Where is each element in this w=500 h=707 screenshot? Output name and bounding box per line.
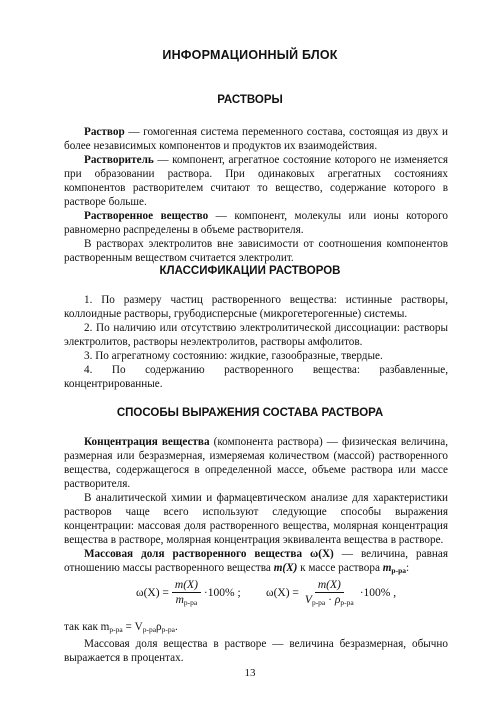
paragraph-analytical-methods: В аналитической химии и фармацевтическом анализе для характеристики растворов чаще всего используют следующие способы выражения концентрации: массовая доля растворенного вещества, молярная концентрация вещества в растворе, молярная концентрация эквивалента вещества в растворе. bbox=[64, 492, 448, 546]
term-solvent: Растворитель bbox=[84, 154, 154, 166]
formula-2-denominator bbox=[302, 593, 357, 607]
section-title-classification: КЛАССИФИКАЦИИ РАСТВОРОВ bbox=[159, 265, 341, 277]
page-number: 13 bbox=[244, 667, 256, 679]
formula-mass-fraction-2 bbox=[266, 571, 396, 615]
formula-1-den-symbol: m bbox=[175, 594, 184, 606]
section-title-solutions: РАСТВОРЫ bbox=[217, 94, 283, 106]
paragraph-since bbox=[64, 620, 448, 637]
text-colon: : bbox=[406, 562, 410, 574]
list-item: 3. По агрегатному состоянию: жидкие, газообразные, твердые. bbox=[84, 350, 383, 362]
since-sub-1: р-ра bbox=[109, 625, 123, 634]
list-item: 2. По наличию или отсутствию электролитической диссоциации: растворы электролитов, растворы неэлектролитов, растворы амфолитов. bbox=[64, 322, 448, 348]
formula-2-den-dot: · bbox=[325, 594, 335, 606]
paragraph-electrolyte-note: В растворах электролитов вне зависимости от соотношения компонентов растворенным веществом считается электролит. bbox=[64, 238, 448, 264]
symbol-m-solution: m bbox=[382, 562, 392, 574]
text-since: так как m bbox=[64, 621, 110, 633]
symbol-m-x: m(X) bbox=[273, 562, 298, 574]
since-end: . bbox=[174, 621, 178, 633]
formula-2-den-rho-sub: р-ра bbox=[340, 598, 354, 607]
paragraph-concentration bbox=[64, 435, 448, 491]
list-item: 4. По содержанию растворенного вещества: разбавленные, концентрированные. bbox=[64, 364, 448, 390]
section-composition-body bbox=[64, 435, 448, 578]
term-mass-fraction: Массовая доля растворенного вещества bbox=[84, 548, 303, 560]
section-solutions-body bbox=[64, 125, 448, 265]
text-concentration: (компонента раствора) — физическая величина, размерная или безразмерная, измеряемая количеством (массой) растворенного вещества, содержащегося в определенной массе, объеме раствора или массе растворителя. bbox=[64, 436, 448, 490]
formula-2-fraction bbox=[302, 579, 357, 607]
formula-1-lhs: ω(X) = bbox=[136, 587, 169, 599]
paragraph-dimensionless: Массовая доля вещества в растворе — величина безразмерная, обычно выражается в процентах. bbox=[64, 638, 448, 664]
term-mass-fraction-symbol: ω(X) bbox=[302, 548, 334, 560]
formula-mass-fraction-1 bbox=[136, 571, 241, 615]
formula-2-den-v-sub: р-ра bbox=[311, 598, 326, 607]
formula-1-den-sub: р-ра bbox=[183, 598, 198, 607]
formula-row bbox=[64, 571, 448, 615]
section-composition-tail bbox=[64, 620, 448, 665]
since-rho: ρ bbox=[156, 621, 162, 633]
since-eq: = V bbox=[122, 621, 143, 633]
text-solution: — гомогенная система переменного состава, состоящая из двух и более независимых компонентов и продуктов их взаимодействия. bbox=[64, 126, 448, 152]
paragraph-solvent-definition bbox=[64, 153, 448, 209]
classification-list bbox=[64, 293, 448, 391]
text-solvent: — компонент, агрегатное состояние которого не изменяется при образовании раствора. При одинаковых агрегатных состояниях компонентов растворителем считают то вещество, содержание которого в растворе больше. bbox=[64, 154, 448, 208]
symbol-m-solution-sub: р-ра bbox=[391, 566, 407, 575]
section-title-composition: СПОСОБЫ ВЫРАЖЕНИЯ СОСТАВА РАСТВОРА bbox=[116, 407, 384, 419]
formula-2-rhs: ·100% , bbox=[359, 587, 397, 599]
term-concentration: Концентрация вещества bbox=[84, 436, 210, 448]
term-solution: Раствор bbox=[84, 126, 125, 138]
formula-1-denominator bbox=[173, 593, 201, 607]
since-sub-2: р-ра bbox=[142, 625, 157, 634]
formula-2-lhs: ω(X) = bbox=[266, 587, 299, 599]
page-title: ИНФОРМАЦИОННЫЙ БЛОК bbox=[162, 48, 338, 62]
formula-2-numerator: m(X) bbox=[315, 579, 344, 593]
paragraph-solute-definition bbox=[64, 209, 448, 237]
formula-2-den-rho: ρ bbox=[334, 594, 341, 606]
text-mass-fraction-a: — величина, равная отношению массы растворенного вещества bbox=[64, 548, 448, 574]
formula-2-den-v: V bbox=[304, 594, 312, 606]
list-item: 1. По размеру частиц растворенного вещества: истинные растворы, коллоидные растворы, грубодисперсные (микрогетерогенные) системы. bbox=[64, 294, 448, 320]
formula-1-numerator: m(X) bbox=[172, 579, 201, 593]
since-sub-3: р-ра bbox=[161, 625, 175, 634]
text-mass-fraction-b: к массе раствора bbox=[297, 562, 383, 574]
formula-1-rhs: ·100% ; bbox=[203, 587, 241, 599]
term-solute: Растворенное вещество bbox=[84, 210, 209, 222]
formula-1-fraction bbox=[172, 579, 201, 607]
text-solute: — компонент, молекулы или ионы которого равномерно распределены в объеме растворителя. bbox=[64, 210, 448, 236]
paragraph-solution-definition bbox=[64, 125, 448, 153]
